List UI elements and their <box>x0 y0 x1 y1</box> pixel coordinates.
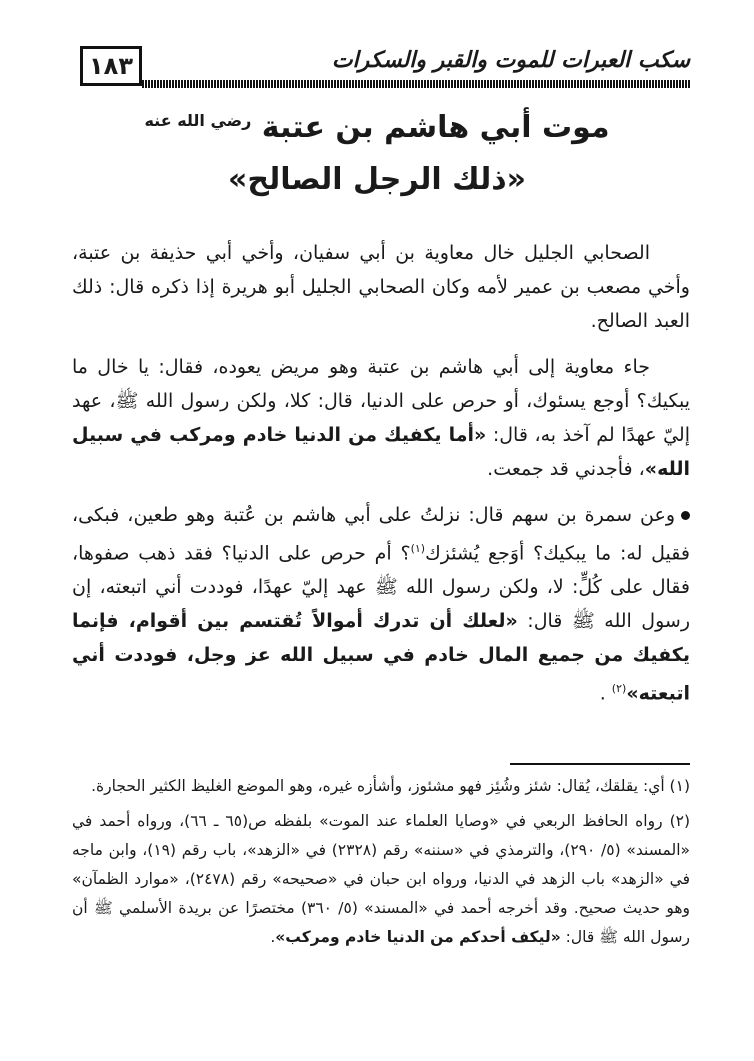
footnote-divider <box>510 763 690 765</box>
paragraph-2-end: ، فأجدني قد جمعت. <box>487 458 645 480</box>
paragraph-3-end: . <box>599 682 612 705</box>
footnote-2-text: (٢) رواه الحافظ الربعي في «وصايا العلماء عند الموت» بلفظه ص(٦٥ ـ ٦٦)، ورواه أحمد في «المسند» (٥/ ٢٩٠)، والترمذي في «سننه» رقم (٢٣٢٨) في «الزهد»، باب رقم (١٩)، وابن ماجه في «الزهد» باب الزهد في الدنيا، ورواه ابن حبان في «صحيحه» رقم (٢٤٧٨)، «موارد الظمآن» وهو حديث صحيح. وقد أخرجه أحمد في «المسند» (٥/ ٣٦٠) مختصرًا عن بريدة الأسلمي ﷺ أن رسول الله ﷺ قال: <box>72 812 691 946</box>
footnotes <box>72 772 690 958</box>
footnote-1: (١) أي: يقلقك، يُقال: شئز وشُئِز فهو مشئوز، وأشأزه غيره، وهو الموضع الغليظ الكثير الحجارة. <box>91 777 690 795</box>
footnote-ref-2[interactable]: (٢) <box>611 682 627 696</box>
paragraph-1: الصحابي الجليل خال معاوية بن أبي سفيان، وأخي أبي حذيفة بن عتبة، وأخي مصعب بن عمير لأمه وكان الصحابي الجليل أبو هريرة إذا ذكره قال: ذلك العبد الصالح. <box>72 242 690 332</box>
page-number: ١٨٣ <box>80 46 142 86</box>
hadith-quote: «لعلك أن تدرك أموالاً تُقتسم بين أقوام، فإنما يكفيك من جميع المال خادم في سبيل الله عز وجل، فوددت أني اتبعته» <box>72 610 690 705</box>
chapter-subtitle: «ذلك الرجل الصالح» <box>227 162 527 197</box>
paragraph-2 <box>72 350 690 486</box>
header-rule <box>142 80 690 88</box>
chapter-title-text: موت أبي هاشم بن عتبة <box>261 110 610 145</box>
footnote-quote: «ليكف أحدكم من الدنيا خادم ومركب» <box>275 928 561 946</box>
honorific-mark: رضي الله عنه <box>144 111 252 130</box>
paragraph-2-text: جاء معاوية إلى أبي هاشم بن عتبة وهو مريض يعوده، فقال: يا خال ما يبكيك؟ أوجع يسئوك، أو حرص على الدنيا، قال: كلا، ولكن رسول الله ﷺ، عهد إليّ عهدًا لم آخذ به، قال: <box>72 356 690 446</box>
footnote-2-end: . <box>270 928 276 946</box>
footnote-2 <box>72 807 690 952</box>
running-title: سكب العبرات للموت والقبر والسكرات <box>331 48 690 73</box>
bullet-icon <box>681 511 690 520</box>
paragraph-3 <box>72 498 690 711</box>
footnote-ref-1[interactable]: (١) <box>410 542 426 555</box>
paragraph-3-mid: ؟ أم حرص على الدنيا؟ فقد ذهب صفوها، فقال على كُلٍّ: لا، ولكن رسول الله ﷺ عهد إليّ عهدًا، فوددت أني اتبعته، إن رسول الله ﷺ قال: <box>72 542 690 633</box>
body-text <box>72 236 690 723</box>
chapter-title <box>60 110 694 145</box>
paragraph-3-text: وعن سمرة بن سهم قال: نزلتُ على أبي هاشم بن عُتبة وهو طعين، فبكى، فقيل له: ما يبكيك؟ أوَجع يُشئزك <box>72 504 690 565</box>
hadith-quote: «أما يكفيك من الدنيا خادم ومركب في سبيل الله» <box>72 424 690 480</box>
